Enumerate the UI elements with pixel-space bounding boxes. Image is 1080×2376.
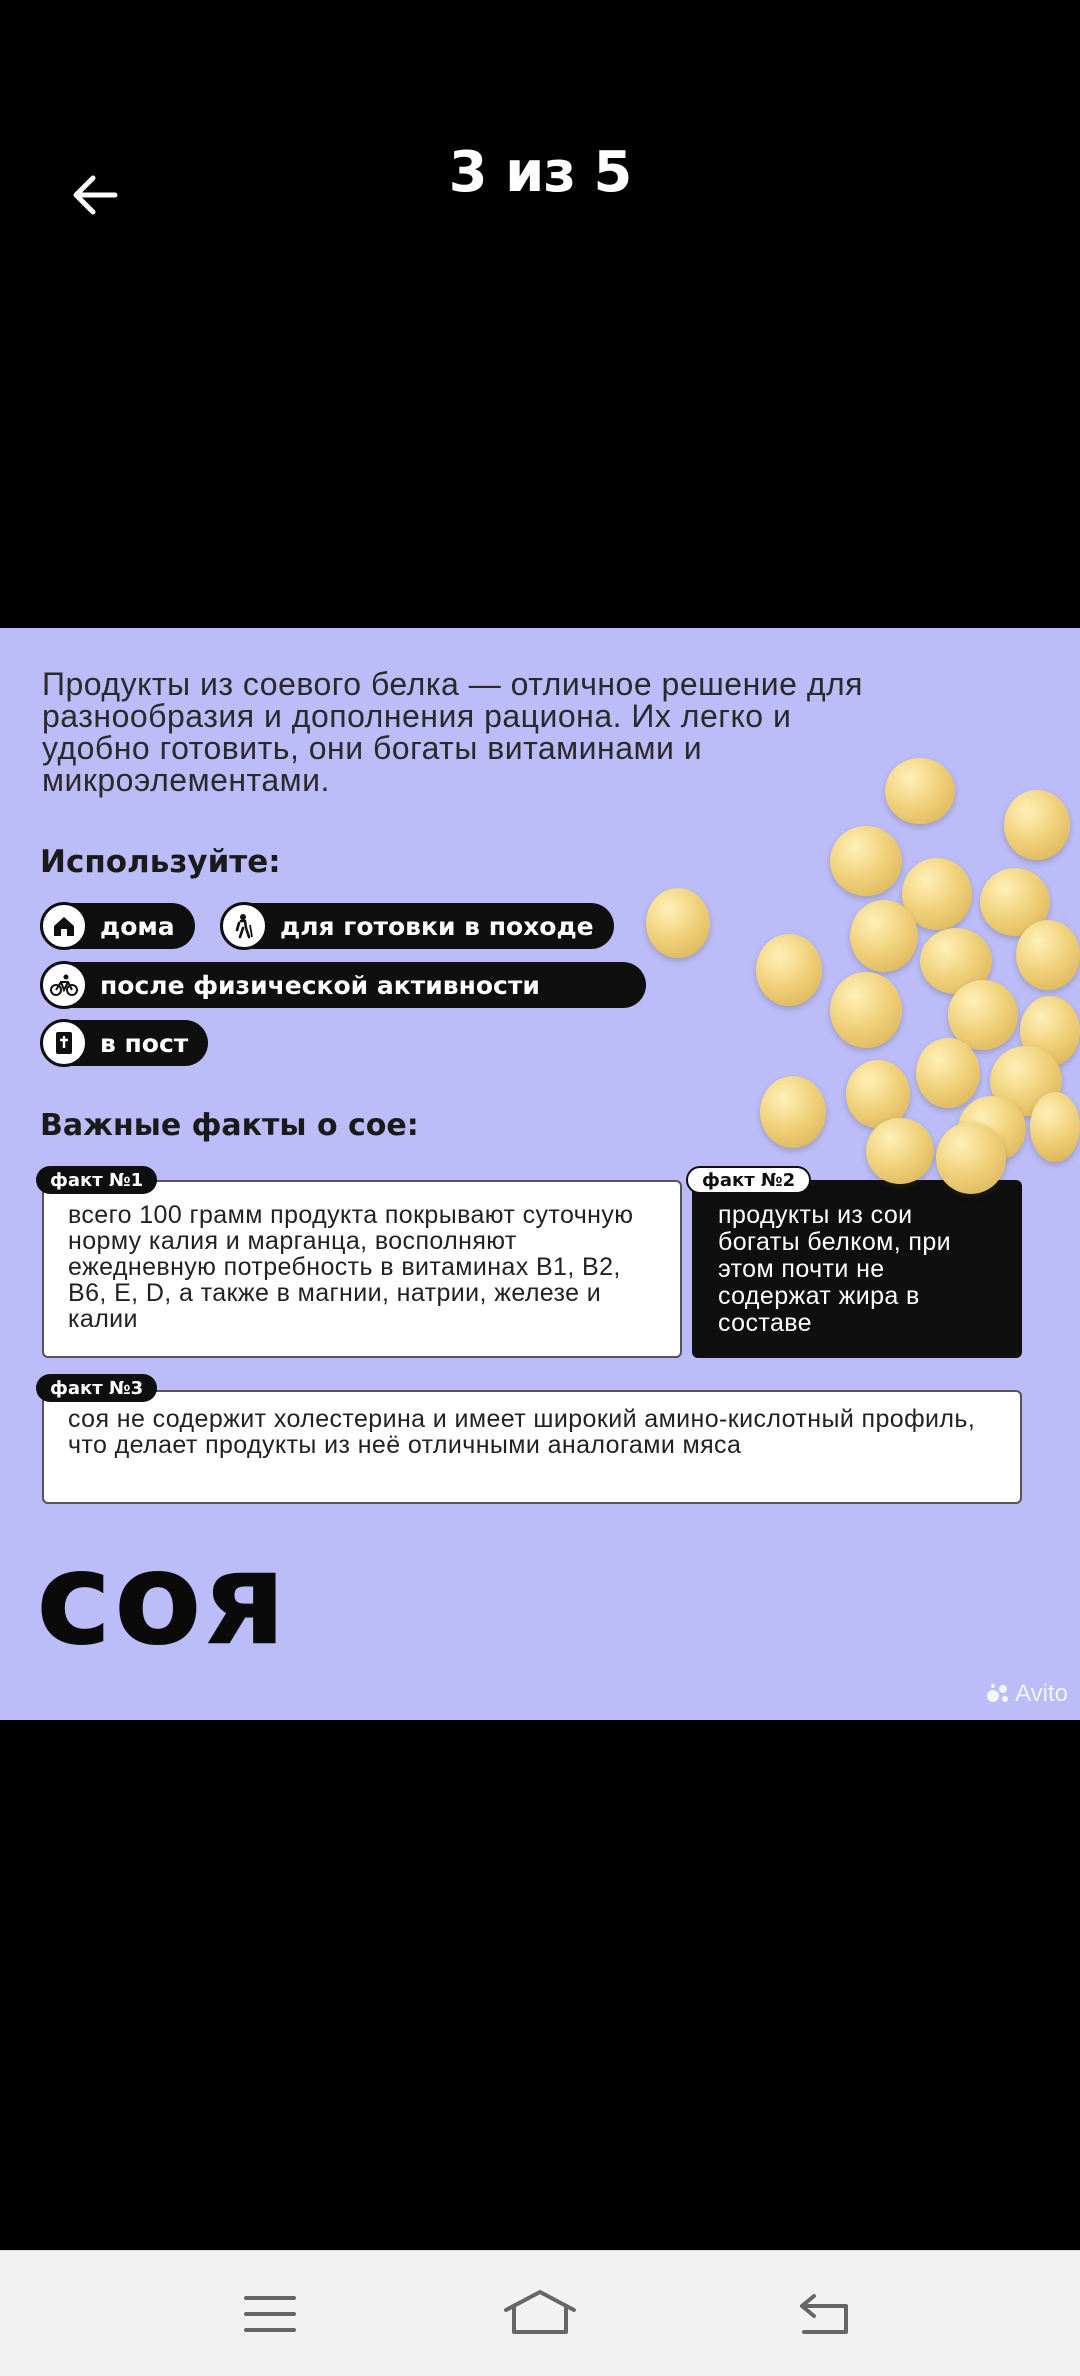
gallery-image[interactable] — [0, 628, 1080, 1720]
use-pill-label: в пост — [100, 1028, 189, 1058]
top-bar — [0, 0, 1080, 628]
fact-card-1 — [42, 1180, 682, 1358]
use-title: Используйте: — [40, 844, 281, 880]
system-nav-bar — [0, 2250, 1080, 2376]
avito-watermark — [985, 1680, 1068, 1708]
fact-text: продукты из сои богаты белком, при этом почти не содержат жира в составе — [718, 1201, 952, 1337]
hiker-icon — [220, 902, 268, 950]
nav-home-button[interactable] — [500, 2279, 580, 2349]
nav-menu-button[interactable] — [230, 2279, 310, 2349]
fact-text: всего 100 грамм продукта покрывают суточную норму калия и марганца, восполняют ежедневную потребность в витаминах B1, B2, B6, E, D, а также в магнии, натрии, железе и калии — [68, 1201, 634, 1333]
use-pill-label: дома — [100, 911, 175, 941]
nav-back-button[interactable] — [784, 2279, 864, 2349]
use-pill-home — [42, 903, 195, 949]
avito-logo-icon — [985, 1683, 1011, 1705]
fact-tag-2: факт №2 — [686, 1166, 811, 1194]
big-word: соя — [36, 1525, 288, 1674]
house-icon — [40, 902, 88, 950]
use-pill-fast — [42, 1020, 208, 1066]
fact-tag-3: факт №3 — [36, 1374, 157, 1402]
book-cross-icon — [40, 1019, 88, 1067]
intro-text: Продукты из соевого белка — отличное решение для разнообразия и дополнения рациона. Их легко и удобно готовить, они богаты витаминами и микроэлементами. — [42, 666, 863, 798]
fact-text: соя не содержит холестерина и имеет широкий амино-кислотный профиль, что делает продукты из неё отличными аналогами мяса — [68, 1405, 976, 1459]
image-counter: 3 из 5 — [448, 140, 632, 205]
fact-card-2 — [692, 1180, 1022, 1358]
fact-tag-1: факт №1 — [36, 1166, 157, 1194]
fact-card-3 — [42, 1390, 1022, 1504]
bottom-area — [0, 1720, 1080, 2250]
use-pill-label: после физической активности — [100, 970, 540, 1000]
bicycle-icon — [40, 961, 88, 1009]
home-icon — [502, 2288, 578, 2340]
use-pill-hike — [222, 903, 614, 949]
use-pill-label: для готовки в походе — [280, 911, 594, 941]
menu-icon — [242, 2292, 298, 2336]
use-pill-activity — [42, 962, 646, 1008]
facts-title: Важные факты о сое: — [40, 1108, 419, 1143]
return-icon — [794, 2290, 854, 2338]
watermark-text: Avito — [1015, 1680, 1068, 1707]
